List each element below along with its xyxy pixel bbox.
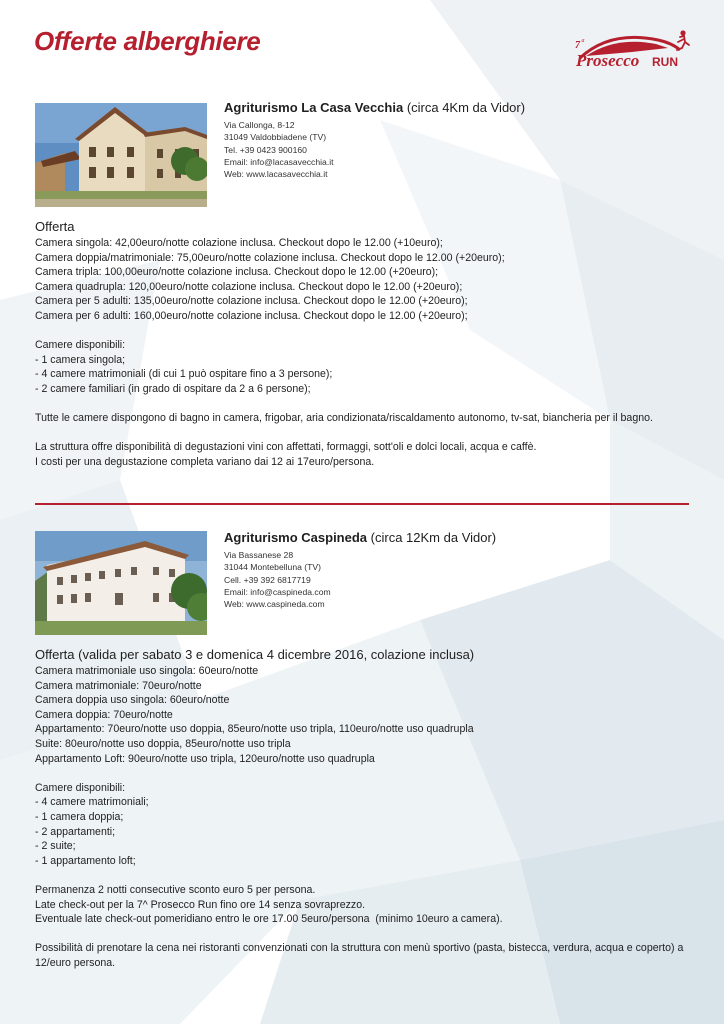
hotel1-tasting-line: La struttura offre disponibilità di degustazioni vini con affettati, formaggi, sott'oli e dolci locali, acqua e caffè. [35,441,537,454]
hotel1-amenities: Tutte le camere dispongono di bagno in camera, frigobar, aria condizionata/riscaldamento autonomo, tv-sat, biancheria per il bagno. [35,412,653,425]
hotel1-offer [35,219,695,470]
hotel1-price-line: Camera per 5 adulti: 135,00euro/notte colazione inclusa. Checkout dopo le 12.00 (+20euro); [35,295,468,308]
hotel1-price-line: Camera per 6 adulti: 160,00euro/notte colazione inclusa. Checkout dopo le 12.00 (+20euro); [35,309,468,322]
hotel2-price-line: Appartamento Loft: 90euro/notte uso tripla, 120euro/notte uso quadrupla [35,752,375,765]
hotel2-email: Email: info@caspineda.com [224,586,331,597]
hotel1-price-line: Camera quadrupla: 120,00euro/notte colazione inclusa. Checkout dopo le 12.00 (+20euro); [35,280,463,293]
hotel2-photo [35,531,207,635]
hotel1-price-line: Camera doppia/matrimoniale: 75,00euro/notte colazione inclusa. Checkout dopo le 12.00 (+20euro); [35,251,505,264]
hotel2-city: 31044 Montebelluna (TV) [224,562,321,573]
hotel2-room-item: - 4 camere matrimoniali; [35,796,149,809]
hotel1-price-line: Camera tripla: 100,00euro/notte colazione inclusa. Checkout dopo le 12.00 (+20euro); [35,266,439,279]
hotel2-room-item: - 1 camera doppia; [35,810,124,823]
hotel2-price-line: Camera doppia uso singola: 60euro/notte [35,694,230,707]
prosecco-run-logo [572,26,694,72]
hotel2-price-line: Appartamento: 70euro/notte uso doppia, 85euro/notte uso tripla, 110euro/notte uso quadrupla [35,723,474,736]
hotel2-price-line: Camera matrimoniale uso singola: 60euro/notte [35,665,259,677]
hotel1-city: 31049 Valdobbiadene (TV) [224,132,327,143]
hotel2-web: Web: www.caspineda.com [224,599,325,610]
hotel1-address: Via Callonga, 8-12 [224,120,295,130]
hotel1-room-item: - 1 camera singola; [35,353,126,366]
hotel1-web: Web: www.lacasavecchia.it [224,169,328,180]
hotel1-name: Agriturismo La Casa Vecchia [224,100,404,115]
hotel1-header [224,100,694,180]
hotel2-dinner-note: Possibilità di prenotare la cena nei ristoranti convenzionati con la struttura con menù sportivo (pasta, bistecca, verdura, acqua e coperto) a 12/euro persona. [35,942,684,969]
hotel2-address: Via Bassanese 28 [224,550,294,560]
page-title: Offerte alberghiere [34,26,261,56]
hotel2-header [224,530,694,610]
hotel2-offer [35,647,695,970]
hotel1-title [224,100,694,116]
hotel2-price-line: Camera doppia: 70euro/notte [35,708,173,721]
hotel1-rooms-title: Camere disponibili: [35,339,126,352]
logo-brand: Prosecco [576,51,640,70]
hotel1-email: Email: info@lacasavecchia.it [224,156,334,167]
section-divider [35,503,689,505]
hotel2-note-line: Eventuale late check-out pomeridiano entro le ore 17.00 5euro/persona (minimo 10euro a camera). [35,913,503,926]
hotel2-room-item: - 2 suite; [35,840,76,853]
hotel2-name: Agriturismo Caspineda [224,530,368,545]
hotel2-title [224,530,694,546]
hotel2-rooms-title: Camere disponibili: [35,781,126,794]
hotel2-distance: (circa 12Km da Vidor) [370,530,497,545]
hotel2-offer-title: Offerta (valida per sabato 3 e domenica 4 dicembre 2016, colazione inclusa) [35,647,475,662]
hotel1-price-line: Camera singola: 42,00euro/notte colazione inclusa. Checkout dopo le 12.00 (+10euro); [35,237,443,249]
hotel2-price-line: Camera matrimoniale: 70euro/notte [35,679,202,692]
logo-edition-sup: a [581,38,585,44]
runner-silhouette-icon [677,30,689,50]
hotel2-room-item: - 2 appartamenti; [35,825,116,838]
hotel2-phone: Cell. +39 392 6817719 [224,574,311,585]
hotel1-offer-title: Offerta [35,219,75,234]
hotel2-note-line: Permanenza 2 notti consecutive sconto euro 5 per persona. [35,883,316,896]
hotel1-tasting-line: I costi per una degustazione completa variano dai 12 ai 17euro/persona. [35,455,375,468]
hotel1-distance: (circa 4Km da Vidor) [406,100,526,115]
hotel1-photo [35,103,207,207]
hotel1-room-item: - 2 camere familiari (in grado di ospitare da 2 a 6 persone); [35,382,311,395]
hotel2-room-item: - 1 appartamento loft; [35,854,136,867]
hotel1-phone: Tel. +39 0423 900160 [224,144,307,155]
hotel2-note-line: Late check-out per la 7^ Prosecco Run fino ore 14 senza sovraprezzo. [35,898,366,911]
hotel2-price-line: Suite: 80euro/notte uso doppia, 85euro/notte uso tripla [35,737,291,750]
hotel1-room-item: - 4 camere matrimoniali (di cui 1 può ospitare fino a 3 persone); [35,368,333,381]
logo-edition: 7 [575,40,580,51]
logo-run: RUN [652,55,678,69]
